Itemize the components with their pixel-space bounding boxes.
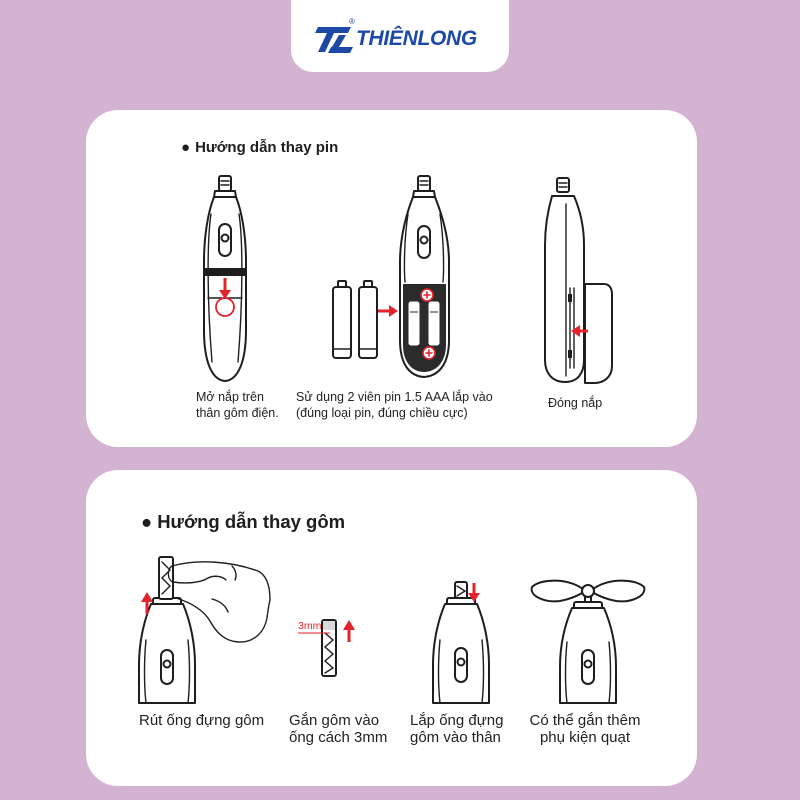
refill-heading-text: Hướng dẫn thay gôm	[157, 511, 346, 532]
fan-accessory-icon	[532, 581, 645, 604]
caption-line: Đóng nắp	[548, 396, 603, 410]
bullet-icon: ●	[181, 139, 191, 156]
caption-line: Rút ống đựng gôm	[139, 712, 265, 729]
caption-line: (đúng loại pin, đúng chiều cực)	[296, 406, 468, 420]
caption-line: gôm vào thân	[410, 728, 501, 746]
brand-logo-icon	[315, 27, 353, 53]
step-open-cover-caption	[196, 389, 279, 421]
refill-section-heading	[141, 511, 345, 533]
step-insert-tube-caption	[410, 713, 503, 746]
plus-polarity-icon	[423, 347, 435, 359]
arrow-right-icon	[378, 305, 398, 317]
step-fan-accessory-caption	[515, 713, 655, 746]
aaa-battery-icon	[359, 281, 377, 358]
eraser-body-top-icon	[560, 602, 616, 703]
step-insert-batteries-caption	[296, 389, 493, 421]
battery-cover-icon	[585, 284, 612, 383]
caption-line: phụ kiện quạt	[539, 728, 631, 746]
brand-wordmark: THIÊNLONG	[356, 27, 477, 50]
eraser-body-top-icon	[433, 598, 489, 703]
arrow-up-icon	[343, 620, 355, 642]
bullet-icon: ●	[141, 511, 153, 532]
battery-heading-text: Hướng dẫn thay pin	[195, 139, 339, 156]
step-attach-eraser-caption	[289, 713, 387, 746]
caption-line: thân gôm điện.	[196, 406, 279, 420]
step-close-cover-caption	[548, 395, 602, 411]
registered-mark: ®	[349, 17, 355, 26]
eraser-tube-icon	[159, 557, 173, 599]
battery-section-heading	[181, 139, 338, 157]
measure-label: 3mm	[298, 620, 322, 632]
eraser-refill-stick-icon	[322, 620, 336, 676]
caption-line: ống cách 3mm	[289, 728, 388, 746]
caption-line: Sử dụng 2 viên pin 1.5 AAA lắp vào	[296, 390, 493, 404]
plus-polarity-icon	[421, 289, 433, 301]
caption-line: Gắn gôm vào	[289, 712, 380, 729]
eraser-battery-compartment-icon	[400, 176, 449, 377]
caption-line: Có thể gắn thêm	[529, 712, 641, 729]
step-pull-tube-caption	[139, 713, 264, 730]
eraser-side-view-icon	[545, 178, 584, 382]
caption-line: Lắp ống đựng	[410, 712, 504, 729]
caption-line: Mở nắp trên	[196, 390, 264, 404]
aaa-battery-icon	[333, 281, 351, 358]
